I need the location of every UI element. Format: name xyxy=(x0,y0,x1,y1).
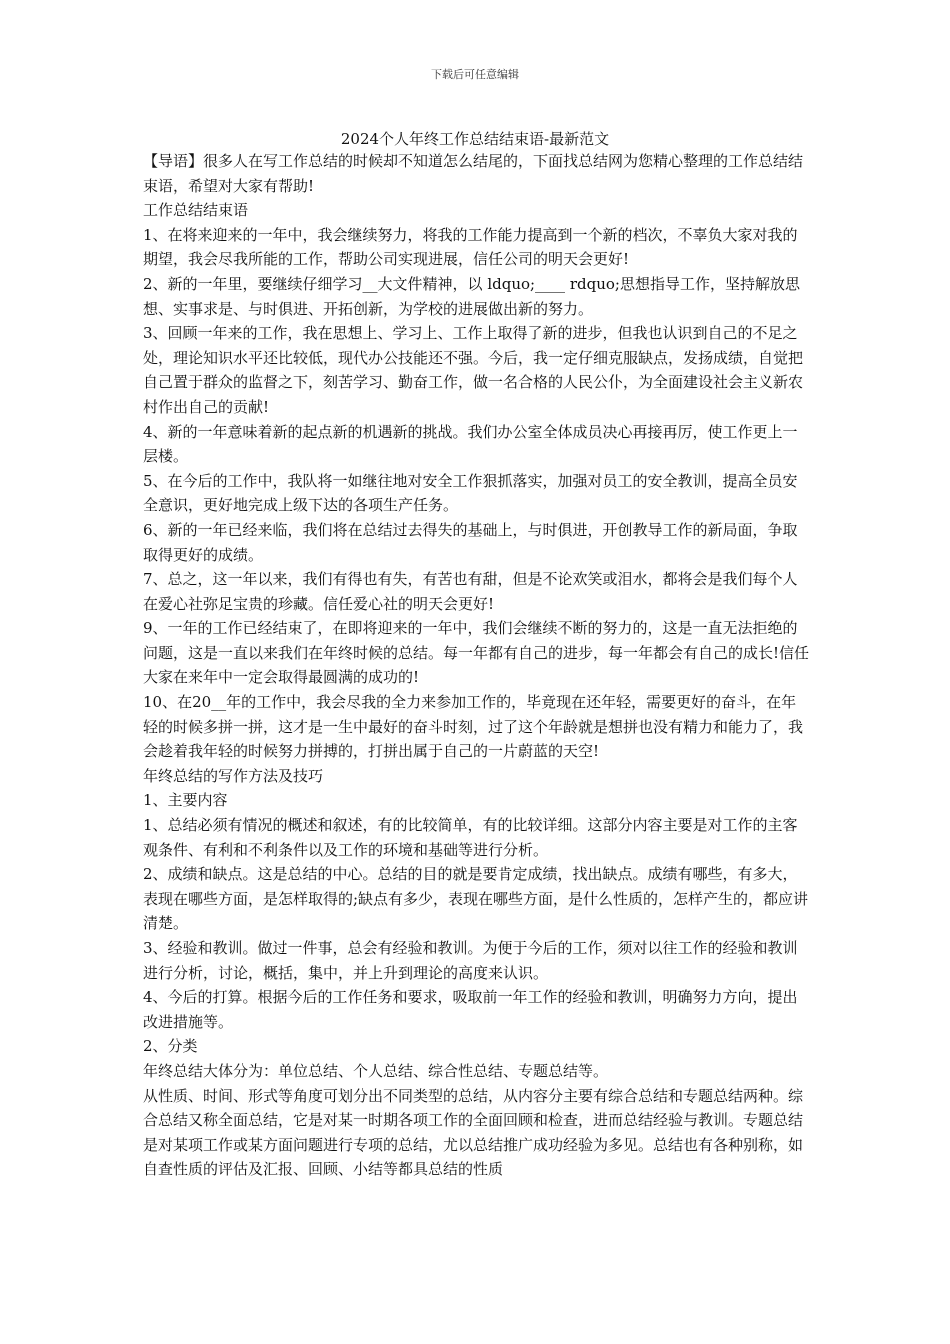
document-body xyxy=(143,149,811,1182)
paragraph: 6、新的一年已经来临，我们将在总结过去得失的基础上，与时俱进，开创教导工作的新局面，争取取得更好的成绩。 xyxy=(143,520,798,564)
subsection-heading: 2、分类 xyxy=(143,1037,198,1056)
paragraph: 10、在20__年的工作中，我会尽我的全力来参加工作的，毕竟现在还年轻，需要更好的奋斗，在年轻的时候多拼一拼，这才是一生中最好的奋斗时刻，过了这个年龄就是想拼也没有精力和能力了，我会趁着我年轻的时候努力拼搏的，打拼出属于自己的一片蔚蓝的天空! xyxy=(143,693,804,761)
subsection-heading: 1、主要内容 xyxy=(143,791,228,810)
paragraph: 1、在将来迎来的一年中，我会继续努力，将我的工作能力提高到一个新的档次，不辜负大家对我的期望，我会尽我所能的工作，帮助公司实现进展，信任公司的明天会更好! xyxy=(143,225,798,269)
paragraph: 4、新的一年意味着新的起点新的机遇新的挑战。我们办公室全体成员决心再接再厉，使工作更上一层楼。 xyxy=(143,422,798,466)
paragraph: 7、总之，这一年以来，我们有得也有失，有苦也有甜，但是不论欢笑或泪水，都将会是我们每个人在爱心社弥足宝贵的珍藏。信任爱心社的明天会更好! xyxy=(143,570,798,613)
section-heading: 工作总结结束语 xyxy=(143,201,249,220)
paragraph: 年终总结大体分为：单位总结、个人总结、综合性总结、专题总结等。 xyxy=(143,1061,609,1080)
paragraph: 1、总结必须有情况的概述和叙述，有的比较简单，有的比较详细。这部分内容主要是对工作的主客观条件、有利和不利条件以及工作的环境和基础等进行分析。 xyxy=(143,816,798,859)
paragraph: 9、一年的工作已经结束了，在即将迎来的一年中，我们会继续不断的努力的，这是一直无法拒绝的问题，这是一直以来我们在年终时候的总结。每一年都有自己的进步，每一年都会有自己的成长!信任大家在来年中一定会取得最圆满的成功的! xyxy=(143,619,810,687)
paragraph: 4、今后的打算。根据今后的工作任务和要求，吸取前一年工作的经验和教训，明确努力方向，提出改进措施等。 xyxy=(143,988,798,1031)
page-header-note: 下载后可任意编辑 xyxy=(431,68,519,81)
paragraph: 2、新的一年里，要继续仔细学习__大文件精神，以 ldquo;____ rdquo;思想指导工作，坚持解放思想、实事求是、与时俱进、开拓创新，为学校的进展做出新的努力。 xyxy=(143,274,800,318)
paragraph: 3、经验和教训。做过一件事，总会有经验和教训。为便于今后的工作，须对以往工作的经验和教训进行分析，讨论，概括，集中，并上升到理论的高度来认识。 xyxy=(143,939,798,982)
document-title: 2024个人年终工作总结结束语-最新范文 xyxy=(340,130,610,148)
paragraph: 5、在今后的工作中，我队将一如继往地对安全工作狠抓落实，加强对员工的安全教训，提高全员安全意识，更好地完成上级下达的各项生产任务。 xyxy=(143,471,798,515)
section-heading: 年终总结的写作方法及技巧 xyxy=(143,766,324,785)
paragraph: 3、回顾一年来的工作，我在思想上、学习上、工作上取得了新的进步，但我也认识到自己的不足之处，理论知识水平还比较低，现代办公技能还不强。今后，我一定仔细克服缺点，发扬成绩，自觉把自己置于群众的监督之下，刻苦学习、勤奋工作，做一名合格的人民公仆，为全面建设社会主义新农村作出自己的贡献! xyxy=(143,324,804,416)
intro-paragraph: 【导语】很多人在写工作总结的时候却不知道怎么结尾的，下面找总结网为您精心整理的工作总结结束语，希望对大家有帮助! xyxy=(143,152,804,195)
paragraph: 2、成绩和缺点。这是总结的中心。总结的目的就是要肯定成绩，找出缺点。成绩有哪些，有多大，表现在哪些方面，是怎样取得的;缺点有多少，表现在哪些方面，是什么性质的，怎样产生的，都应讲清楚。 xyxy=(143,865,809,933)
paragraph: 从性质、时间、形式等角度可划分出不同类型的总结，从内容分主要有综合总结和专题总结两种。综合总结又称全面总结，它是对某一时期各项工作的全面回顾和检查，进而总结经验与教训。专题总结是对某项工作或某方面问题进行专项的总结，尤以总结推广成功经验为多见。总结也有各种别称，如自查性质的评估及汇报、回顾、小结等都具总结的性质 xyxy=(143,1086,804,1179)
